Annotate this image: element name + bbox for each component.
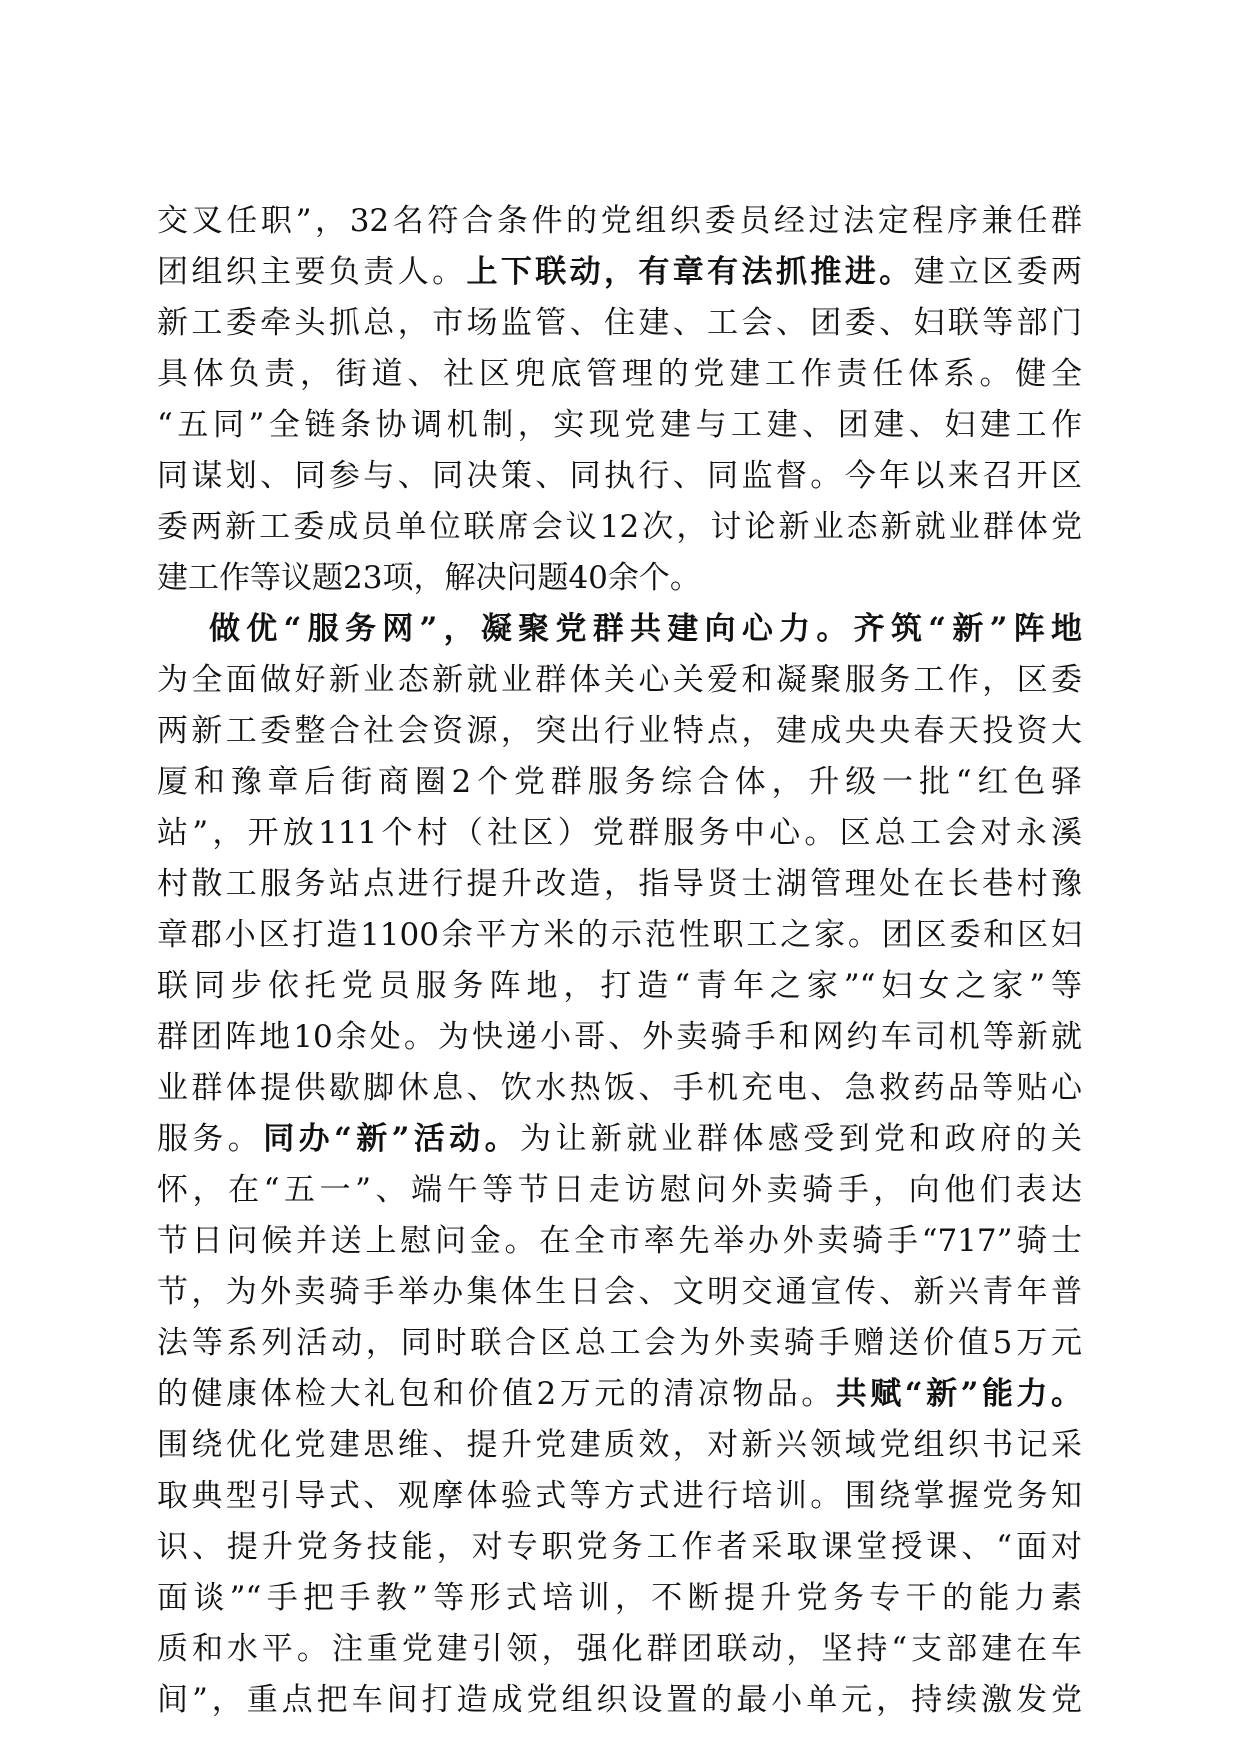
text-line (157, 502, 1082, 553)
body-text: 团组织主要负责人。 (157, 254, 467, 290)
text-line (157, 1216, 1082, 1267)
bold-heading-text: 共赋“新”能力。 (835, 1376, 1082, 1412)
body-text: 两新工委整合社会资源，突出行业特点，建成央央春天投资大 (157, 713, 1082, 749)
body-text: 法等系列活动，同时联合区总工会为外卖骑手赠送价值5万元 (157, 1325, 1082, 1361)
text-line (157, 400, 1082, 451)
bold-heading-text: 同办“新”活动。 (263, 1121, 521, 1157)
body-text: 的健康体检大礼包和价值2万元的清凉物品。 (157, 1376, 836, 1412)
text-line (157, 1114, 1082, 1165)
body-text: 为让新就业群体感受到党和政府的关 (520, 1121, 1083, 1157)
body-text: 委两新工委成员单位联席会议12次，讨论新业态新就业群体党 (157, 509, 1082, 545)
body-text: 面谈”“手把手教”等形式培训，不断提升党务专干的能力素 (157, 1580, 1082, 1616)
body-text: 质和水平。注重党建引领，强化群团联动，坚持“支部建在车 (157, 1631, 1082, 1667)
text-line (157, 808, 1082, 859)
text-line (157, 298, 1082, 349)
text-line (157, 1165, 1082, 1216)
body-text: 村散工服务站点进行提升改造，指导贤士湖管理处在长巷村豫 (157, 866, 1082, 902)
text-line (157, 1012, 1082, 1063)
text-line (157, 349, 1082, 400)
body-text: 同谋划、同参与、同决策、同执行、同监督。今年以来召开区 (157, 458, 1082, 494)
body-text: 围绕优化党建思维、提升党建质效，对新兴领域党组织书记采 (157, 1427, 1082, 1463)
body-text: 服务。 (157, 1121, 264, 1157)
text-line (157, 961, 1082, 1012)
document-page (157, 196, 1082, 1726)
body-text: 厦和豫章后街商圈2个党群服务综合体，升级一批“红色驿 (157, 764, 1082, 800)
body-text: 建工作等议题23项，解决问题40余个。 (157, 560, 701, 596)
text-line (157, 706, 1082, 757)
text-line (157, 451, 1082, 502)
body-text: 节，为外卖骑手举办集体生日会、文明交通宣传、新兴青年普 (157, 1274, 1082, 1310)
body-text: 章郡小区打造1100余平方米的示范性职工之家。团区委和区妇 (157, 917, 1082, 953)
text-line (157, 1267, 1082, 1318)
bold-heading-text: 上下联动，有章有法抓推进。 (466, 254, 914, 290)
text-line (157, 1063, 1082, 1114)
text-line (157, 1471, 1082, 1522)
body-text: 新工委牵头抓总，市场监管、住建、工会、团委、妇联等部门 (157, 305, 1082, 341)
text-line (157, 859, 1082, 910)
text-line (157, 247, 1082, 298)
body-text: “五同”全链条协调机制，实现党建与工建、团建、妇建工作 (157, 407, 1082, 443)
text-line (157, 1522, 1082, 1573)
body-text: 间”，重点把车间打造成党组织设置的最小单元，持续激发党 (157, 1682, 1082, 1718)
body-text: 站”，开放111个村（社区）党群服务中心。区总工会对永溪 (157, 815, 1082, 851)
body-text: 业群体提供歇脚休息、饮水热饭、手机充电、急救药品等贴心 (157, 1070, 1082, 1106)
body-text: 取典型引导式、观摩体验式等方式进行培训。围绕掌握党务知 (157, 1478, 1082, 1514)
text-line (157, 1624, 1082, 1675)
text-line (157, 1420, 1082, 1471)
body-text: 联同步依托党员服务阵地，打造“青年之家”“妇女之家”等 (157, 968, 1082, 1004)
text-line (157, 757, 1082, 808)
text-line (157, 655, 1082, 706)
text-line (157, 1675, 1082, 1726)
bold-heading-text: 做优“服务网”，凝聚党群共建向心力。齐筑“新”阵地 (209, 611, 1082, 647)
body-text: 识、提升党务技能，对专职党务工作者采取课堂授课、“面对 (157, 1529, 1082, 1565)
body-text: 为全面做好新业态新就业群体关心关爱和凝聚服务工作，区委 (157, 662, 1082, 698)
body-text: 建立区委两 (913, 254, 1083, 290)
body-text: 节日问候并送上慰问金。在全市率先举办外卖骑手“717”骑士 (157, 1223, 1082, 1259)
text-line (157, 1573, 1082, 1624)
body-text: 具体负责，街道、社区兜底管理的党建工作责任体系。健全 (157, 356, 1082, 392)
text-line (157, 1369, 1082, 1420)
body-text: 群团阵地10余处。为快递小哥、外卖骑手和网约车司机等新就 (157, 1019, 1082, 1055)
text-line (157, 1318, 1082, 1369)
text-line (157, 604, 1082, 655)
body-text: 交叉任职”，32名符合条件的党组织委员经过法定程序兼任群 (157, 203, 1082, 239)
body-text: 怀，在“五一”、端午等节日走访慰问外卖骑手，向他们表达 (157, 1172, 1082, 1208)
text-line (157, 910, 1082, 961)
text-line (157, 553, 1082, 604)
text-line (157, 196, 1082, 247)
